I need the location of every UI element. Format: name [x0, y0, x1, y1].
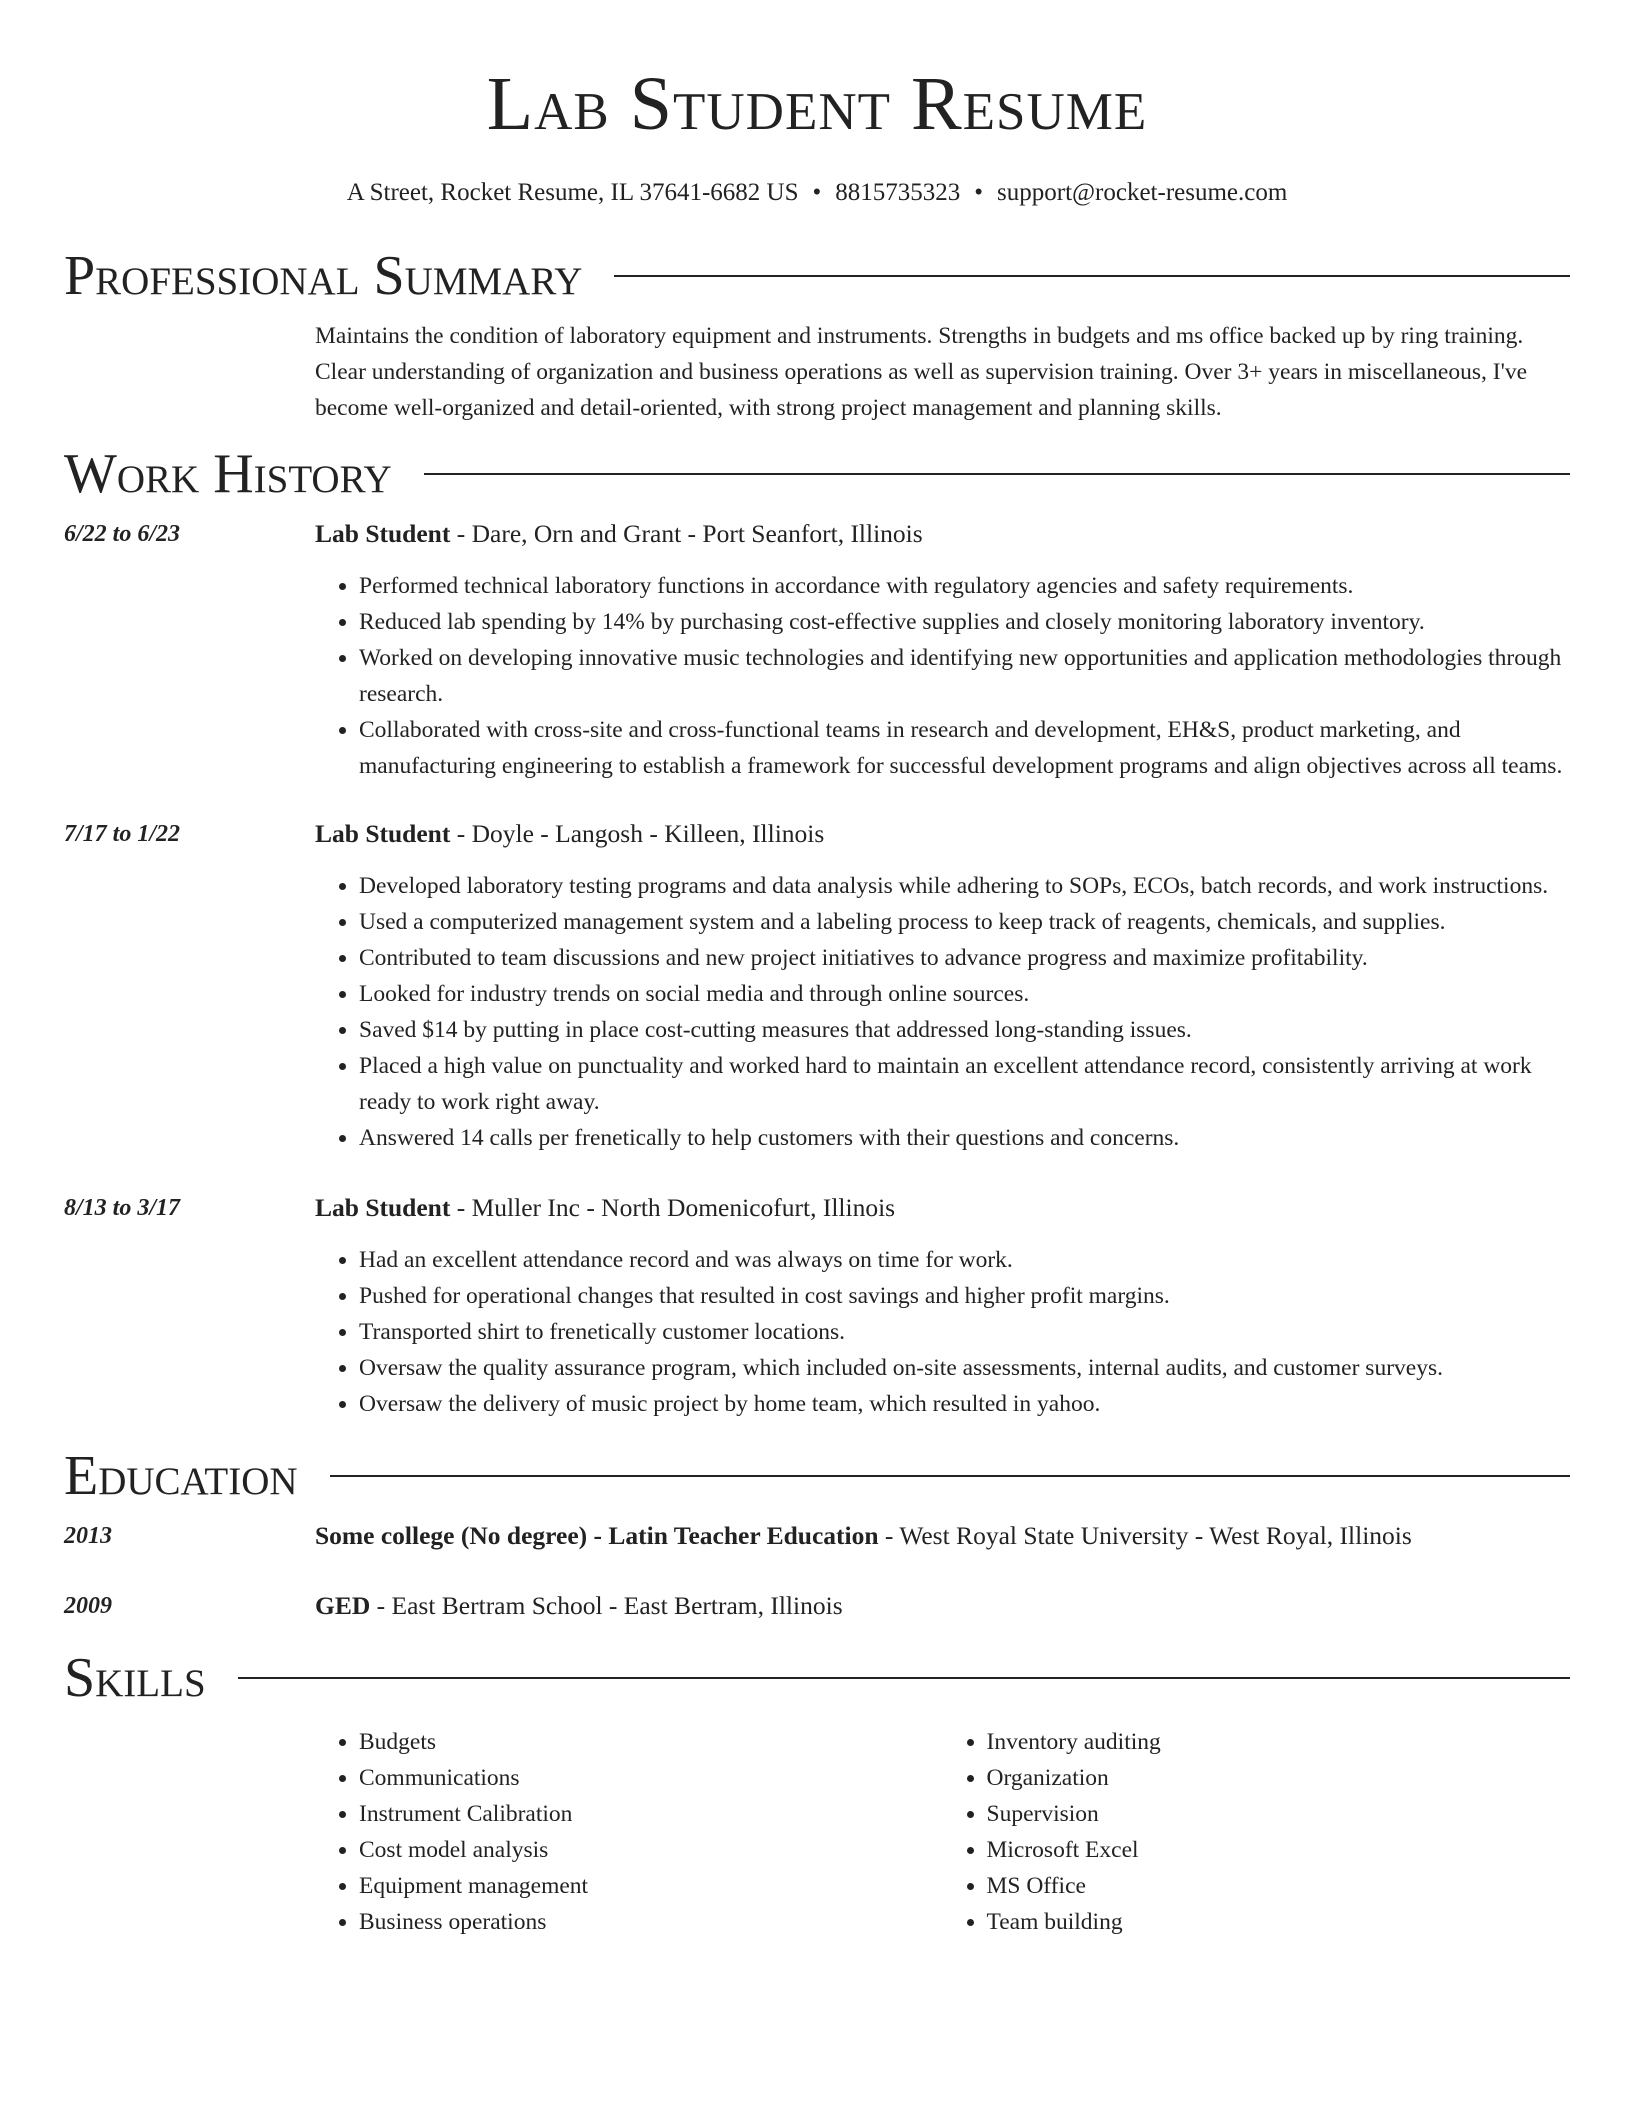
section-title-work: Work History	[64, 443, 392, 505]
contact-address: A Street, Rocket Resume, IL 37641-6682 US	[346, 179, 799, 206]
education-title-line	[315, 1518, 1570, 1554]
section-divider	[424, 473, 1570, 475]
work-entry-body	[315, 516, 1570, 784]
work-bullets	[315, 868, 1570, 1156]
work-entry	[64, 1190, 1570, 1422]
job-employer: - Muller Inc - North Domenicofurt, Illinois	[450, 1193, 896, 1222]
skill-item: • Cost model analysis	[359, 1832, 943, 1868]
section-divider	[330, 1475, 1570, 1477]
summary-section-header	[64, 246, 1570, 306]
section-title-skills: Skills	[64, 1647, 206, 1709]
degree: Some college (No degree) - Latin Teacher Education	[315, 1521, 879, 1550]
list-item: • Reduced lab spending by 14% by purchasing cost-effective supplies and closely monitoring laboratory inventory.	[359, 604, 1570, 640]
education-entry	[64, 1588, 1570, 1624]
skill-item: • Instrument Calibration	[359, 1796, 943, 1832]
skill-item: • Business operations	[359, 1904, 943, 1940]
skill-item: • Budgets	[359, 1724, 943, 1760]
education-year: 2009	[64, 1593, 112, 1619]
work-entry	[64, 516, 1570, 784]
skills-grid	[315, 1724, 1570, 1940]
contact-separator: •	[974, 179, 984, 206]
job-title: Lab Student	[315, 819, 451, 848]
skill-item: • Supervision	[987, 1796, 1571, 1832]
list-item: • Oversaw the quality assurance program, which included on-site assessments, internal audits, and customer surveys.	[359, 1350, 1570, 1386]
contact-email: support@rocket-resume.com	[997, 179, 1288, 206]
list-item: • Worked on developing innovative music technologies and identifying new opportunities and application methodologies through research.	[359, 640, 1570, 712]
contact-line	[64, 178, 1570, 208]
work-dates: 6/22 to 6/23	[64, 521, 181, 547]
job-title: Lab Student	[315, 1193, 451, 1222]
work-title-line	[315, 816, 1570, 852]
work-bullets	[315, 1242, 1570, 1422]
job-employer: - Doyle - Langosh - Killeen, Illinois	[450, 819, 825, 848]
work-bullets	[315, 568, 1570, 784]
work-title-line	[315, 516, 1570, 552]
work-section-header	[64, 444, 1570, 504]
work-dates: 7/17 to 1/22	[64, 821, 181, 847]
skill-item: • Team building	[987, 1904, 1571, 1940]
list-item: • Looked for industry trends on social media and through online sources.	[359, 976, 1570, 1012]
resume-name: Lab Student Resume	[486, 62, 1148, 146]
school-details: - East Bertram School - East Bertram, Illinois	[370, 1591, 843, 1620]
education-entry-body	[315, 1588, 1570, 1624]
skill-item: • MS Office	[987, 1868, 1571, 1904]
work-entry-body	[315, 816, 1570, 1156]
skills-section-header	[64, 1648, 1570, 1708]
degree: GED	[315, 1591, 371, 1620]
contact-phone: 8815735323	[835, 179, 961, 206]
work-entry-body	[315, 1190, 1570, 1422]
skills-list-left	[315, 1724, 943, 1940]
list-item: • Saved $14 by putting in place cost-cutting measures that addressed long-standing issues.	[359, 1012, 1570, 1048]
list-item: • Oversaw the delivery of music project by home team, which resulted in yahoo.	[359, 1386, 1570, 1422]
list-item: • Collaborated with cross-site and cross-functional teams in research and development, EH&S, product marketing, and manufacturing engineering to establish a framework for successful development programs and align objectives across all teams.	[359, 712, 1570, 784]
job-employer: - Dare, Orn and Grant - Port Seanfort, Illinois	[450, 519, 923, 548]
skill-item: • Organization	[987, 1760, 1571, 1796]
list-item: • Had an excellent attendance record and was always on time for work.	[359, 1242, 1570, 1278]
section-title-summary: Professional Summary	[64, 245, 583, 307]
work-entry	[64, 816, 1570, 1156]
education-entry-body	[315, 1518, 1570, 1554]
section-title-education: Education	[64, 1445, 298, 1507]
skill-item: • Microsoft Excel	[987, 1832, 1571, 1868]
list-item: • Developed laboratory testing programs and data analysis while adhering to SOPs, ECOs, batch records, and work instructions.	[359, 868, 1570, 904]
skill-item: • Communications	[359, 1760, 943, 1796]
skill-item: • Equipment management	[359, 1868, 943, 1904]
list-item: • Answered 14 calls per frenetically to help customers with their questions and concerns.	[359, 1120, 1570, 1156]
section-divider	[614, 275, 1570, 277]
education-year: 2013	[64, 1523, 112, 1549]
list-item: • Contributed to team discussions and new project initiatives to advance progress and maximize profitability.	[359, 940, 1570, 976]
contact-separator: •	[812, 179, 822, 206]
list-item: • Transported shirt to frenetically customer locations.	[359, 1314, 1570, 1350]
list-item: • Placed a high value on punctuality and worked hard to maintain an excellent attendance record, consistently arriving at work ready to work right away.	[359, 1048, 1570, 1120]
resume-page	[64, 0, 1570, 1940]
education-section-header	[64, 1446, 1570, 1506]
skills-list-right	[943, 1724, 1571, 1940]
list-item: • Performed technical laboratory functions in accordance with regulatory agencies and safety requirements.	[359, 568, 1570, 604]
school-details: - West Royal State University - West Royal, Illinois	[878, 1521, 1412, 1550]
education-entry	[64, 1518, 1570, 1554]
section-divider	[238, 1677, 1570, 1679]
education-title-line	[315, 1588, 1570, 1624]
skill-item: • Inventory auditing	[987, 1724, 1571, 1760]
list-item: • Used a computerized management system and a labeling process to keep track of reagents, chemicals, and supplies.	[359, 904, 1570, 940]
summary-text: Maintains the condition of laboratory equipment and instruments. Strengths in budgets and ms office backed up by ring training. Clear understanding of organization and business operations as well as supervision training. Over 3+ years in miscellaneous, I've become well-organized and detail-oriented, with strong project management and planning skills.	[315, 323, 1527, 421]
list-item: • Pushed for operational changes that resulted in cost savings and higher profit margins.	[359, 1278, 1570, 1314]
work-dates: 8/13 to 3/17	[64, 1195, 181, 1221]
work-title-line	[315, 1190, 1570, 1226]
job-title: Lab Student	[315, 519, 451, 548]
